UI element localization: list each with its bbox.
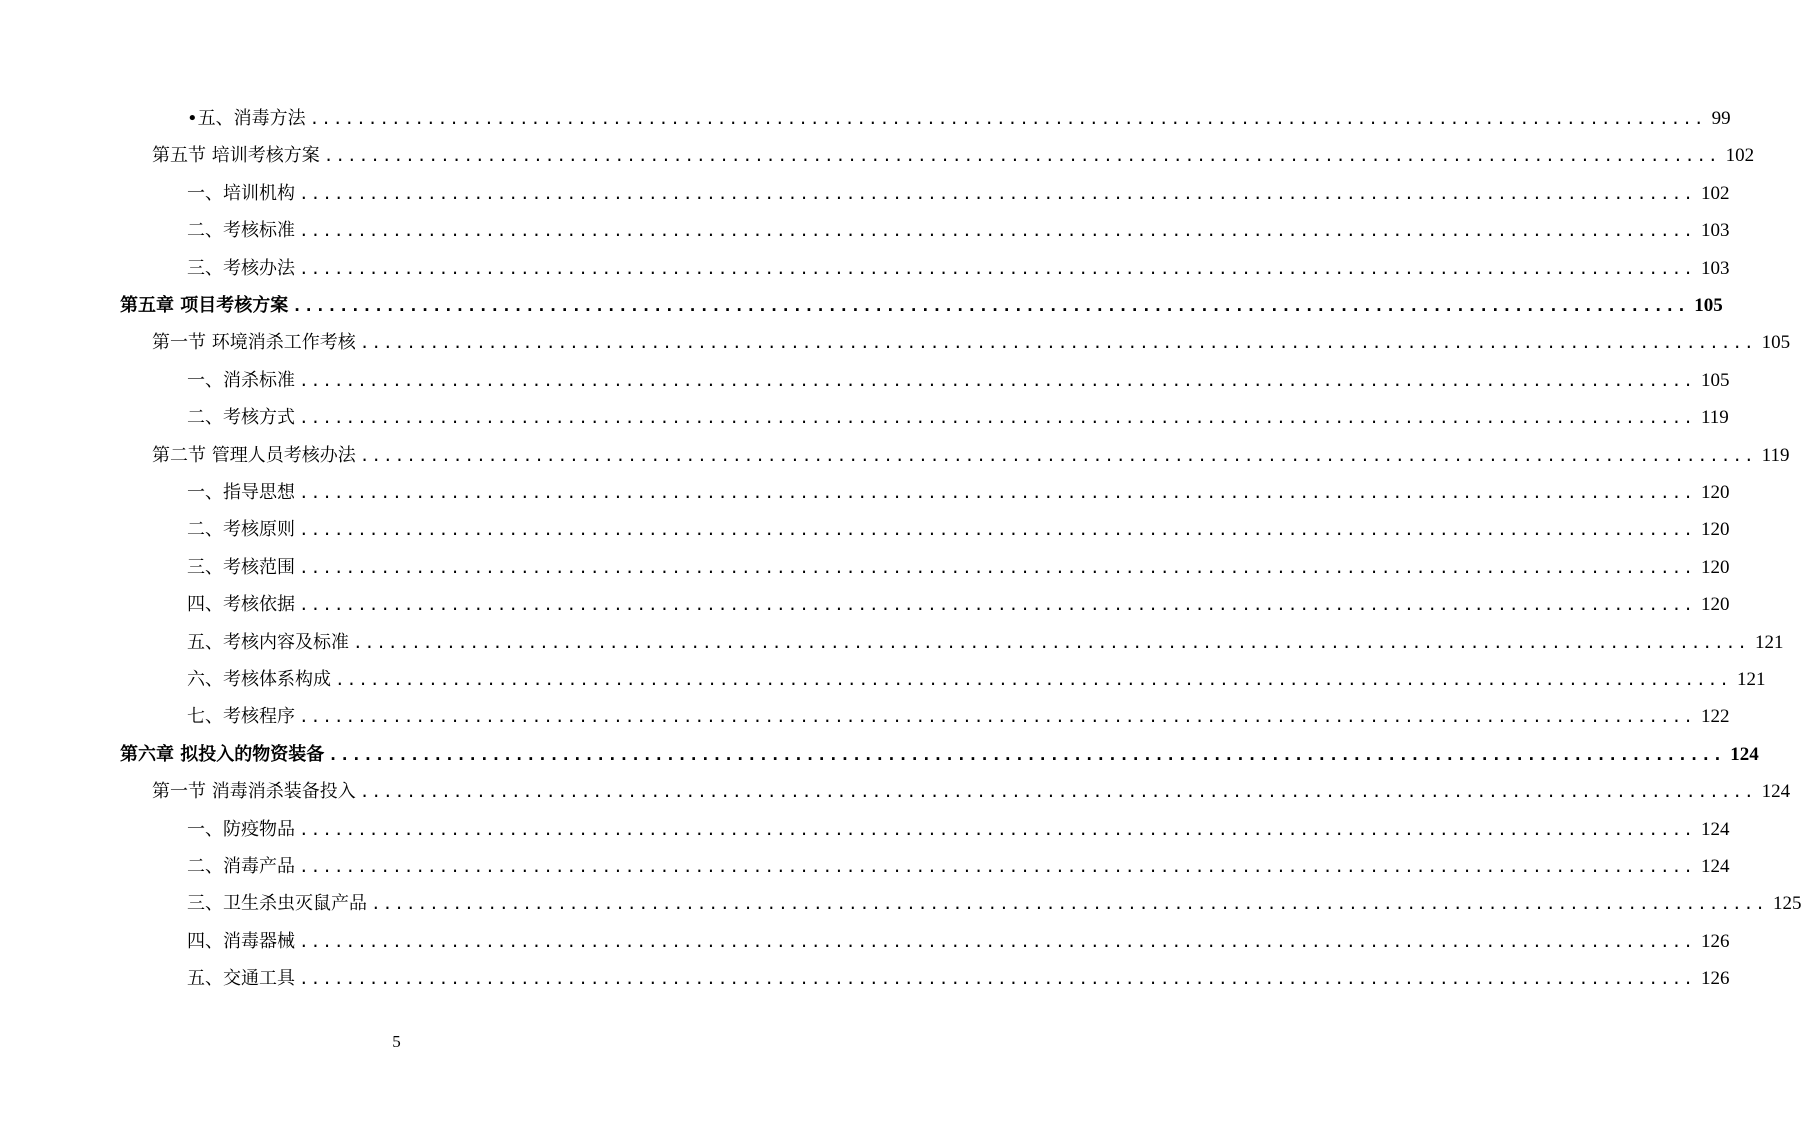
toc-entry-label: 第六章 拟投入的物资装备 <box>120 743 325 765</box>
toc-item-entry[interactable] <box>187 927 1730 957</box>
toc-item-entry[interactable] <box>187 515 1730 545</box>
toc-item-entry[interactable] <box>187 553 1730 583</box>
toc-section-entry[interactable] <box>152 441 1790 471</box>
toc-dot-leader: ........................................................................................................................ <box>299 520 1695 540</box>
toc-entry-label: 三、考核办法 <box>187 257 295 279</box>
toc-entry-label: 五、交通工具 <box>187 968 295 990</box>
toc-dot-leader: ........................................................................................................................ <box>299 969 1695 989</box>
toc-dot-leader: ........................................................................................................................ <box>299 707 1695 727</box>
toc-dot-leader: ........................................................................................................................ <box>359 333 1756 353</box>
toc-dot-leader: ........................................................................................................................ <box>292 296 1689 315</box>
toc-entry-page: 105 <box>1761 332 1791 354</box>
toc-item-entry[interactable] <box>187 889 1801 919</box>
toc-entry-page: 105 <box>1694 295 1723 316</box>
toc-entry-page: 120 <box>1700 556 1730 578</box>
toc-entry-label: 五、考核内容及标准 <box>187 631 349 653</box>
toc-entry-page: 120 <box>1700 519 1730 541</box>
toc-entry-page: 120 <box>1700 594 1730 616</box>
toc-dot-leader: ........................................................................................................................ <box>299 370 1695 390</box>
toc-entry-label: 第二节 管理人员考核办法 <box>152 444 356 466</box>
toc-item-entry[interactable] <box>187 403 1729 433</box>
toc-dot-leader: ........................................................................................................................ <box>309 109 1706 128</box>
toc-entry-label: 四、消毒器械 <box>187 930 295 952</box>
toc-dot-leader: ........................................................................................................................ <box>299 819 1695 839</box>
toc-entry-page: 102 <box>1725 145 1755 167</box>
toc-entry-page: 105 <box>1700 369 1730 391</box>
toc-entry-page: 99 <box>1711 108 1731 129</box>
toc-entry-page: 126 <box>1700 930 1730 952</box>
toc-section-entry[interactable] <box>152 777 1791 807</box>
toc-entry-page: 120 <box>1700 482 1730 503</box>
toc-item-entry[interactable] <box>187 815 1730 845</box>
toc-entry-label: 二、考核方式 <box>187 407 295 429</box>
toc-entry-label: 三、考核范围 <box>187 556 295 578</box>
toc-item-entry[interactable] <box>187 590 1730 620</box>
toc-dot-leader: ........................................................................................................................ <box>299 857 1695 876</box>
toc-entry-label: 一、消杀标准 <box>187 369 295 391</box>
toc-entry-label: 一、防疫物品 <box>187 818 295 840</box>
toc-entry-page: 121 <box>1736 669 1766 690</box>
toc-chapter-entry[interactable] <box>120 291 1723 321</box>
toc-entry-label: 第一节 消毒消杀装备投入 <box>152 781 356 803</box>
toc-dot-leader: ........................................................................................................................ <box>323 146 1720 166</box>
toc-entry-label: 二、考核标准 <box>187 220 295 242</box>
toc-item-entry[interactable] <box>187 665 1766 695</box>
toc-item-entry[interactable] <box>187 852 1730 882</box>
toc-item-entry[interactable] <box>187 478 1730 508</box>
toc-dot-leader: ........................................................................................................................ <box>353 632 1749 652</box>
toc-dot-leader: ........................................................................................................................ <box>359 445 1756 465</box>
toc-dot-leader: ........................................................................................................................ <box>371 894 1767 914</box>
toc-dot-leader: ........................................................................................................................ <box>335 670 1731 689</box>
toc-entry-page: 124 <box>1730 743 1759 765</box>
toc-entry-page: 121 <box>1754 631 1784 653</box>
toc-dot-leader: ........................................................................................................................ <box>299 483 1695 502</box>
toc-dot-leader: ........................................................................................................................ <box>299 931 1695 951</box>
toc-entry-page: 122 <box>1700 706 1730 728</box>
toc-entry-page: 103 <box>1700 257 1730 279</box>
toc-entry-page: 119 <box>1761 444 1790 466</box>
toc-dot-leader: ........................................................................................................................ <box>328 744 1725 764</box>
toc-entry-page: 119 <box>1700 407 1729 429</box>
toc-item-entry[interactable] <box>187 216 1730 246</box>
toc-entry-label: •五、消毒方法 <box>187 108 306 129</box>
toc-entry-page: 103 <box>1700 220 1730 242</box>
toc-item-entry[interactable] <box>187 254 1730 284</box>
toc-dot-leader: ........................................................................................................................ <box>299 183 1695 203</box>
toc-entry-label: 四、考核依据 <box>187 594 295 616</box>
toc-entry-label: 一、指导思想 <box>187 482 295 503</box>
toc-item-entry[interactable] <box>187 179 1730 209</box>
toc-dot-leader: ........................................................................................................................ <box>359 782 1756 802</box>
toc-entry-label: 二、考核原则 <box>187 519 295 541</box>
toc-entry-page: 124 <box>1700 818 1730 840</box>
toc-dot-leader: ........................................................................................................................ <box>299 258 1695 278</box>
toc-dot-leader: ........................................................................................................................ <box>299 221 1695 241</box>
toc-entry-label: 三、卫生杀虫灭鼠产品 <box>187 893 367 915</box>
toc-entry-label: 六、考核体系构成 <box>187 669 331 690</box>
toc-chapter-entry[interactable] <box>120 740 1759 770</box>
toc-item-entry[interactable] <box>187 964 1730 994</box>
toc-entry-label: 七、考核程序 <box>187 706 295 728</box>
toc-entry-page: 125 <box>1772 893 1801 915</box>
toc-dot-leader: ........................................................................................................................ <box>299 557 1695 577</box>
toc-entry-label: 一、培训机构 <box>187 182 295 204</box>
toc-entry-page: 124 <box>1761 781 1791 803</box>
toc-item-entry[interactable] <box>187 104 1731 134</box>
toc-entry-label: 第五章 项目考核方案 <box>120 295 289 316</box>
toc-item-entry[interactable] <box>187 366 1730 396</box>
toc-section-entry[interactable] <box>152 328 1791 358</box>
toc-entry-label: 二、消毒产品 <box>187 856 295 877</box>
toc-entry-page: 124 <box>1700 856 1730 877</box>
toc-dot-leader: ........................................................................................................................ <box>299 408 1695 428</box>
toc-entry-page: 126 <box>1700 968 1730 990</box>
page-number: 5 <box>392 1032 401 1051</box>
toc-item-entry[interactable] <box>187 628 1784 658</box>
toc-item-entry[interactable] <box>187 702 1730 732</box>
toc-entry-label: 第五节 培训考核方案 <box>152 145 320 167</box>
toc-entry-label: 第一节 环境消杀工作考核 <box>152 332 356 354</box>
toc-section-entry[interactable] <box>152 141 1755 171</box>
toc-entry-page: 102 <box>1700 182 1730 204</box>
toc-dot-leader: ........................................................................................................................ <box>299 595 1695 615</box>
